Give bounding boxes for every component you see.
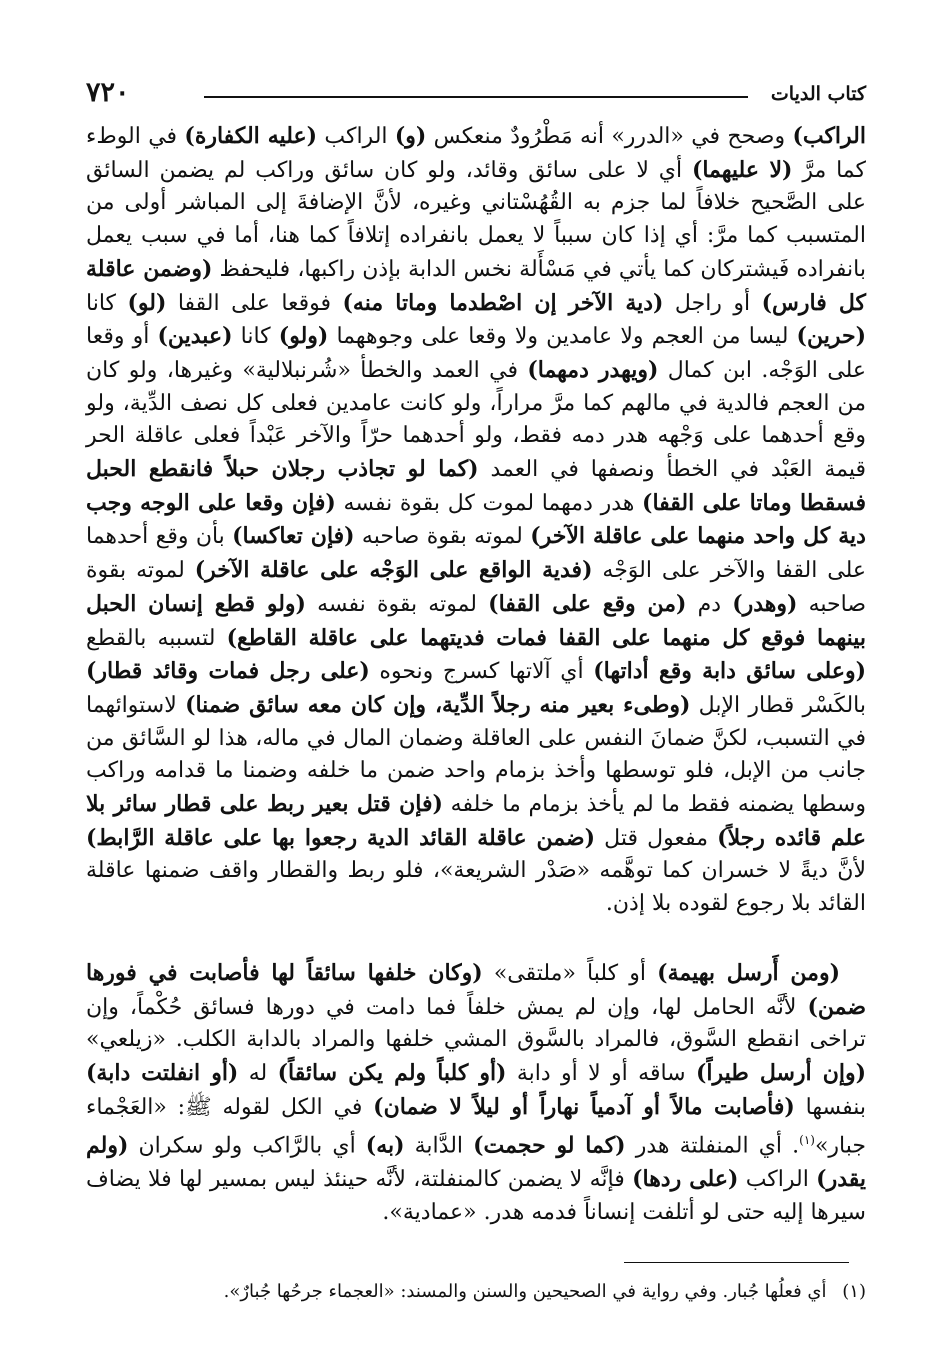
sharh-segment: بالكَسْر قطار الإبل — [690, 692, 866, 718]
sharh-segment: فإنَّه لا يضمن كالمنفلتة، لأنَّه حينئذ ليس بمسير لها فلا يضاف سيرها إليه حتى لو أتلفت إنساناً فدمه هدر. «عمادية». — [86, 1167, 866, 1226]
footnote — [86, 1278, 866, 1306]
sharh-segment: ليسا من العجم ولا عامدين ولا وقعا على وجوههما — [328, 324, 797, 350]
matn-segment: (كما لو حجمت) — [473, 1132, 626, 1159]
sharh-segment: لأنَّ ديةً لا خسران كما توهَّمه «صَدْر الشريعة»، فلو ربط والقطار واقف ضمنها عاقلة القائد بلا رجوع لقوده بلا إذن. — [86, 858, 866, 917]
matn-segment: (ولم يقدر) — [86, 1132, 866, 1193]
matn-segment: (دية الآخر إن اصْطدما وماتا منه) — [342, 289, 664, 316]
sharh-segment: له — [238, 1060, 278, 1086]
matn-segment: (ضمن عاقلة القائد الدية رجعوا بها على عاقلة الرَّابط) — [86, 824, 596, 851]
sharh-segment: لموته بقوة صاحبه — [86, 558, 867, 617]
sharh-segment: . أي المنفلتة هدر — [625, 1133, 800, 1159]
sharh-segment: لاستوائهما في التسبب، لكنَّ ضمانَ النفس على العاقلة وضمان المال في ماله، هذا لو السَّائق من جانب من الإبل، فلو توسطها وأخذ بزمام واحد ضمن ما خلفه وضمنا ما قدامه وراكب وسطها يضمنه فقط ما لم يأخذ بزمام ما خلفه — [86, 692, 866, 818]
matn-segment: (فإن قتل بعير ربط على قطار سائر بلا علم قائده رجلاً) — [86, 791, 867, 851]
sharh-segment: لأنَّه الحامل لها، وإن لم يمش خلفاً فما دامت في دورها فسائق حُكْماً، وإن تراخى انقطع السَّوق، فالمراد بالسَّوق المشي خلفها والمراد بالدابة الكلب. «زيلعي» — [86, 994, 866, 1053]
matn-segment: (من وقع على القفا) — [488, 590, 687, 617]
sharh-segment: بأن وقع أحدهما على القفا والآخر على الوَجْه — [86, 524, 866, 584]
footnote-separator — [624, 1262, 849, 1263]
matn-segment: (فدية الواقع على الوَجْه على عاقلة الآخر) — [194, 557, 593, 584]
footnote-ref: (١) — [799, 1133, 815, 1148]
sharh-segment: الدَّابة — [404, 1133, 474, 1159]
sharh-segment: لتسببه بالقطع — [86, 625, 227, 651]
sharh-segment: ساقه أو لا أو دابة — [506, 1060, 696, 1086]
matn-segment: (فأصابت مالاً أو آدمياً نهاراً أو ليلاً لا ضمان) — [373, 1093, 795, 1120]
sharh-segment: وصحح في «الدرر» أنه مَطْرُودٌ منعكس — [426, 124, 793, 149]
matn-segment: (وإن أرسل طيراً) — [695, 1059, 866, 1086]
sharh-segment: أي آلاتها كسرج ونحوه — [369, 659, 594, 685]
sharh-segment: أي بالرَّاكب ولو سكران — [128, 1133, 366, 1159]
sharh-segment: في الوطء كما مرَّ — [86, 124, 867, 183]
matn-segment: (به) — [365, 1132, 405, 1159]
matn-segment: الراكب) — [792, 123, 866, 149]
sharh-segment: دم — [686, 591, 733, 617]
matn-segment: (على رجل فمات وقائد قطار) — [86, 658, 370, 685]
matn-segment: (أو كلباً ولم يكن سائقاً) — [277, 1059, 507, 1086]
footnote-text: أي فعلُها جُبار. وفي رواية في الصحيحين والسنن والمسند: «العجماء جرحُها جُبارٌ». — [223, 1281, 827, 1302]
matn-segment: (وهدر) — [732, 590, 798, 617]
sharh-segment: لموته بقوة صاحبه — [354, 524, 531, 550]
matn-segment: (عليه الكفارة) — [184, 123, 318, 149]
matn-segment: (على ردها) — [632, 1166, 739, 1193]
sharh-segment: أو وقعا على الوَجْه. ابن كمال — [86, 324, 867, 383]
page-number: ٧٢٠ — [86, 77, 130, 108]
matn-segment: (كما لو تجاذب رجلان حبلاً فانقطع الحبل فسقطا وماتا على القفا) — [86, 456, 866, 516]
matn-segment: (عبدين) — [157, 323, 233, 350]
matn-segment: (وطىء بعير منه رجلاً الدِّية، وإن كان معه سائق ضمنا) — [185, 691, 691, 718]
sharh-segment: هدر دمهما لموت كل بقوة نفسه — [335, 490, 643, 516]
paragraph-1 — [86, 120, 866, 921]
matn-segment: (لا عليهما) — [691, 156, 793, 183]
sharh-segment: أي لا على سائق وقائد، ولو كان سائق وراكب لم يضمن السائق على الصَّحيح خلافاً لما جزم به القُهُسْتاني وغيره، لأنَّ الإضافةَ إلى المباشر أولى من المتسبب كما مرَّ: أي إذا كان سبباً لا يعمل بانفراده إتلافاً كما هنا، أما في سبب يعمل بانفراده فَيشتركان كما يأتي في مَسْأَلة نخس الدابة بإذن راكبها، فليحفظ — [86, 157, 867, 282]
matn-segment: (ولو قطع إنسان الحبل بينهما فوقع كل منهما على القفا فمات فديتهما على عاقلة القاطع) — [86, 590, 866, 651]
sharh-segment: الراكب — [317, 124, 395, 149]
sharh-segment: في العمد والخطأ «شُرنبلالية» وغيرها، ولو كان من العجم فالدية في مالهم كما مرَّ مراراً، ولو كانت عامدين فعلى كل نصف الدِّية، ولو وقع أحدهما على وَجْهه هدر دمه فقط، ولو أحدهما حرّاً والآخر عَبْداً فعلى عاقلة الحر قيمة العَبْد في الخطأ ونصفها في العمد — [86, 357, 867, 483]
matn-segment: (لو) — [127, 289, 167, 316]
footnote-number: (١) — [842, 1281, 866, 1302]
matn-segment: (ولو) — [278, 323, 329, 350]
matn-segment: (ويهدر دمهما) — [527, 356, 659, 383]
sharh-segment: مفعول قتل — [595, 825, 718, 851]
sharh-segment: فوقعا على القفا — [166, 290, 343, 316]
matn-segment: (فإن تعاكسا) — [232, 523, 355, 550]
matn-segment: (ومن أَرسل بهيمة) — [657, 959, 840, 986]
main-text — [86, 120, 866, 1230]
matn-segment: (أو انفلتت دابة) — [86, 1059, 239, 1086]
sharh-segment: بنفسها — [794, 1094, 866, 1120]
matn-segment: (فإن وقعا على الوجه وجب دية كل واحد منهما على عاقلة الآخر) — [86, 489, 866, 550]
book-title: كتاب الديات — [770, 83, 866, 105]
matn-segment: (حرين) — [796, 323, 866, 350]
sharh-segment: كانا — [86, 290, 128, 316]
page-header — [86, 78, 866, 114]
sharh-segment: لموته بقوة نفسه — [305, 591, 489, 617]
sharh-segment: أو كلباً «ملتقى» — [482, 960, 658, 986]
sharh-segment: في الكل لقوله ﷺ: «العَجْماء جبار» — [86, 1094, 866, 1159]
header-rule — [204, 96, 748, 98]
sharh-segment: أو راجل — [663, 290, 762, 316]
sharh-segment: كانا — [232, 324, 279, 350]
matn-segment: (وعلى سائق دابة وقع أداتها) — [593, 658, 866, 685]
matn-segment: (وكان خلفها سائقاً لها فأصابت في فورها ضمن) — [86, 959, 866, 1020]
matn-segment: (وضمن عاقلة كل فارس) — [86, 255, 866, 316]
matn-segment: (و) — [394, 123, 427, 149]
paragraph-2 — [86, 957, 866, 1230]
sharh-segment: الراكب — [738, 1167, 817, 1193]
